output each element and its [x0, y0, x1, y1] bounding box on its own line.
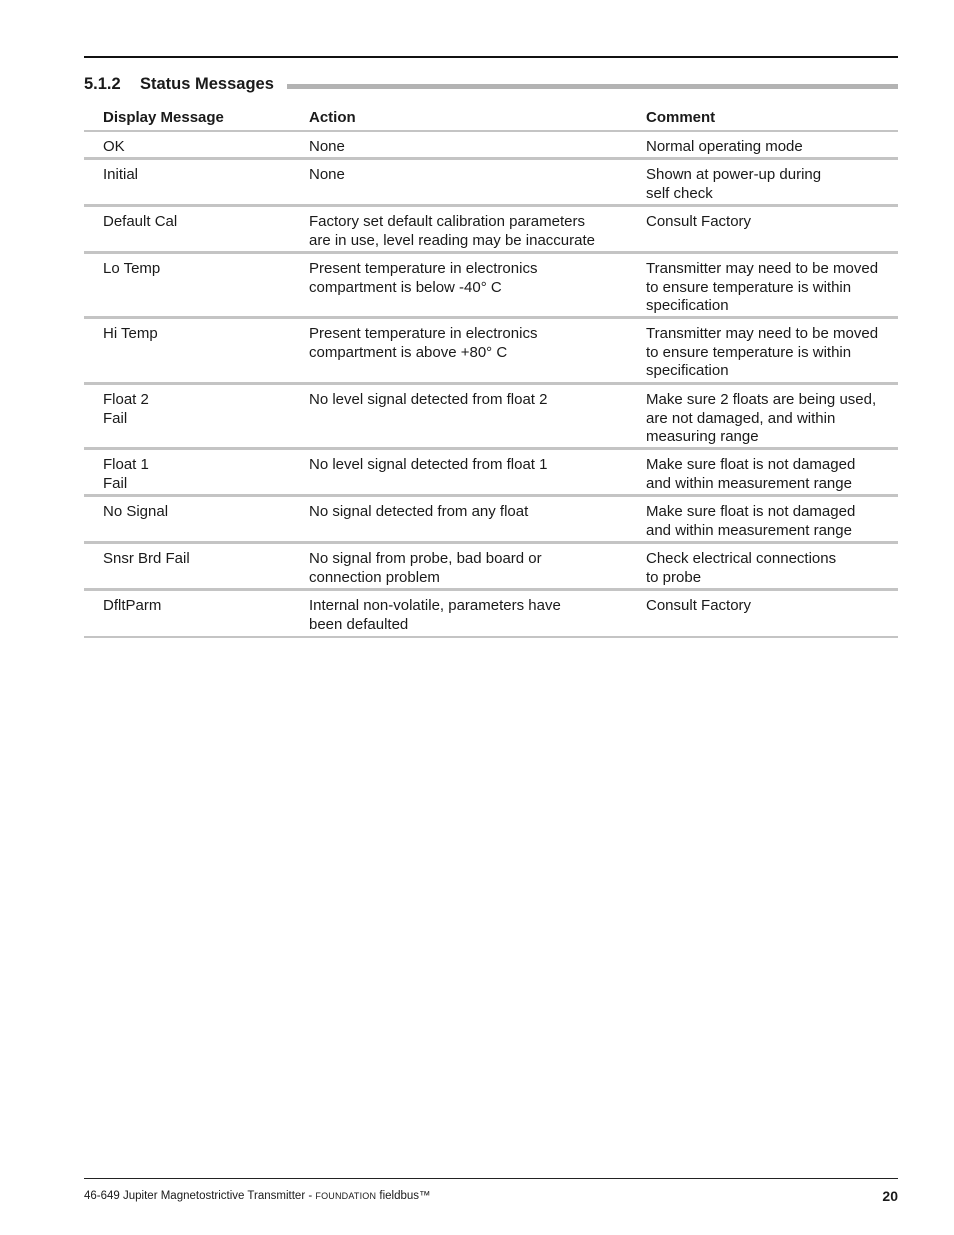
footer-rule — [84, 1178, 898, 1179]
table-row — [84, 385, 898, 450]
cell-comment: Transmitter may need to be moved to ensure temperature is within specification — [646, 325, 879, 380]
cell-comment: Normal operating mode — [646, 138, 803, 155]
cell-comment: Consult Factory — [646, 597, 752, 614]
cell-action: Factory set default calibration parameters are in use, level reading may be inaccurate — [309, 213, 595, 249]
cell-comment: Consult Factory — [646, 213, 752, 230]
footer-doc-suffix: fieldbus™ — [376, 1190, 431, 1202]
table-header — [84, 108, 898, 132]
table-row — [84, 497, 898, 544]
cell-action: Present temperature in electronics compartment is below -40° C — [309, 260, 538, 296]
cell-action: No signal detected from any float — [309, 503, 529, 520]
cell-comment: Shown at power-up during self check — [646, 166, 822, 202]
cell-display-message: No Signal — [103, 503, 169, 520]
top-rule — [84, 56, 898, 58]
cell-display-message: Lo Temp — [103, 260, 161, 277]
status-messages-table — [84, 108, 898, 638]
cell-comment: Make sure float is not damaged and within measurement range — [646, 503, 856, 539]
footer-document-title — [84, 1190, 431, 1202]
footer-doc-brand: FOUNDATION — [315, 1191, 377, 1201]
table-row — [84, 591, 898, 638]
table-row — [84, 544, 898, 591]
cell-comment: Make sure float is not damaged and within measurement range — [646, 456, 856, 492]
table-row — [84, 450, 898, 497]
header-display-message: Display Message — [103, 109, 224, 126]
cell-action: No signal from probe, bad board or connection problem — [309, 550, 542, 586]
section-title-bar — [287, 84, 898, 89]
cell-display-message: Float 1 Fail — [103, 456, 149, 492]
page-number: 20 — [882, 1188, 898, 1204]
cell-display-message: OK — [103, 138, 125, 155]
cell-display-message: Snsr Brd Fail — [103, 550, 190, 567]
cell-comment: Check electrical connections to probe — [646, 550, 837, 586]
table-row — [84, 207, 898, 254]
cell-display-message: DfltParm — [103, 597, 162, 614]
header-comment: Comment — [646, 109, 716, 126]
cell-display-message: Default Cal — [103, 213, 178, 230]
section-number: 5.1.2 — [84, 75, 121, 93]
table-row — [84, 254, 898, 319]
cell-display-message: Float 2 Fail — [103, 391, 149, 427]
cell-action: No level signal detected from float 1 — [309, 456, 548, 473]
section-heading — [84, 75, 898, 97]
cell-display-message: Initial — [103, 166, 139, 183]
table-row — [84, 160, 898, 207]
footer-doc-prefix: 46-649 Jupiter Magnetostrictive Transmitter - — [84, 1190, 316, 1202]
cell-display-message: Hi Temp — [103, 325, 158, 342]
cell-comment: Transmitter may need to be moved to ensure temperature is within specification — [646, 260, 879, 315]
cell-action: Internal non-volatile, parameters have been defaulted — [309, 597, 561, 633]
cell-action: None — [309, 166, 345, 183]
header-action: Action — [309, 109, 356, 126]
cell-action: Present temperature in electronics compartment is above +80° C — [309, 325, 538, 361]
cell-action: No level signal detected from float 2 — [309, 391, 548, 408]
table-row — [84, 132, 898, 160]
cell-action: None — [309, 138, 345, 155]
cell-comment: Make sure 2 floats are being used, are not damaged, and within measuring range — [646, 391, 877, 446]
section-title: Status Messages — [140, 75, 274, 93]
table-row — [84, 319, 898, 385]
